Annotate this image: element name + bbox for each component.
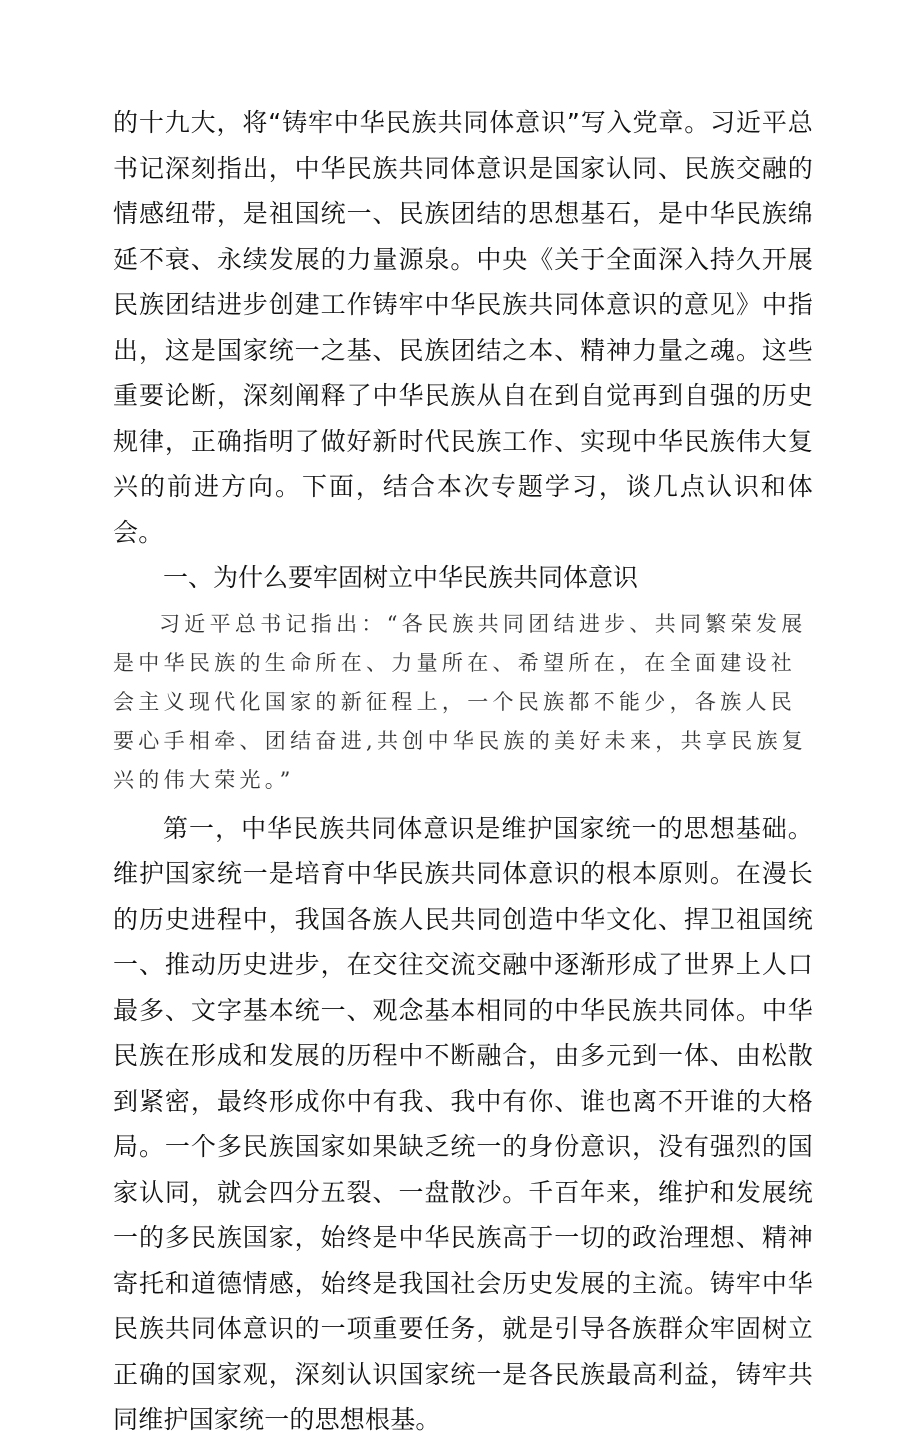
document-body <box>113 100 813 1443</box>
paragraph-first-point: 第一，中华民族共同体意识是维护国家统一的思想基础。维护国家统一是培育中华民族共同体意识的根本原则。在漫长的历史进程中，我国各族人民共同创造中华文化、捍卫祖国统一、推动历史进步，在交往交流交融中逐渐形成了世界上人口最多、文字基本统一、观念基本相同的中华民族共同体。中华民族在形成和发展的历程中不断融合，由多元到一体、由松散到紧密，最终形成你中有我、我中有你、谁也离不开谁的大格局。一个多民族国家如果缺乏统一的身份意识，没有强烈的国家认同，就会四分五裂、一盘散沙。千百年来，维护和发展统一的多民族国家，始终是中华民族高于一切的政治理想、精神寄托和道德情感，始终是我国社会历史发展的主流。铸牢中华民族共同体意识的一项重要任务，就是引导各族群众牢固树立正确的国家观，深刻认识国家统一是各民族最高利益，铸牢共同维护国家统一的思想根基。 <box>113 813 813 1434</box>
quotation-paragraph: 习近平总书记指出：“各民族共同团结进步、共同繁荣发展是中华民族的生命所在、力量所在、希望所在，在全面建设社会主义现代化国家的新征程上，一个民族都不能少，各族人民要心手相牵、团结奋进,共创中华民族的美好未来，共享民族复兴的伟大荣光。” <box>113 611 808 792</box>
paragraph-intro: 的十九大，将“铸牢中华民族共同体意识”写入党章。习近平总书记深刻指出，中华民族共同体意识是国家认同、民族交融的情感纽带，是祖国统一、民族团结的思想基石，是中华民族绵延不衰、永续发展的力量源泉。中央《关于全面深入持久开展民族团结进步创建工作铸牢中华民族共同体意识的意见》中指出，这是国家统一之基、民族团结之本、精神力量之魂。这些重要论断，深刻阐释了中华民族从自在到自觉再到自强的历史规律，正确指明了做好新时代民族工作、实现中华民族伟大复兴的前进方向。下面，结合本次专题学习，谈几点认识和体会。 <box>113 108 813 547</box>
section-heading: 一、为什么要牢固树立中华民族共同体意识 <box>163 563 639 592</box>
